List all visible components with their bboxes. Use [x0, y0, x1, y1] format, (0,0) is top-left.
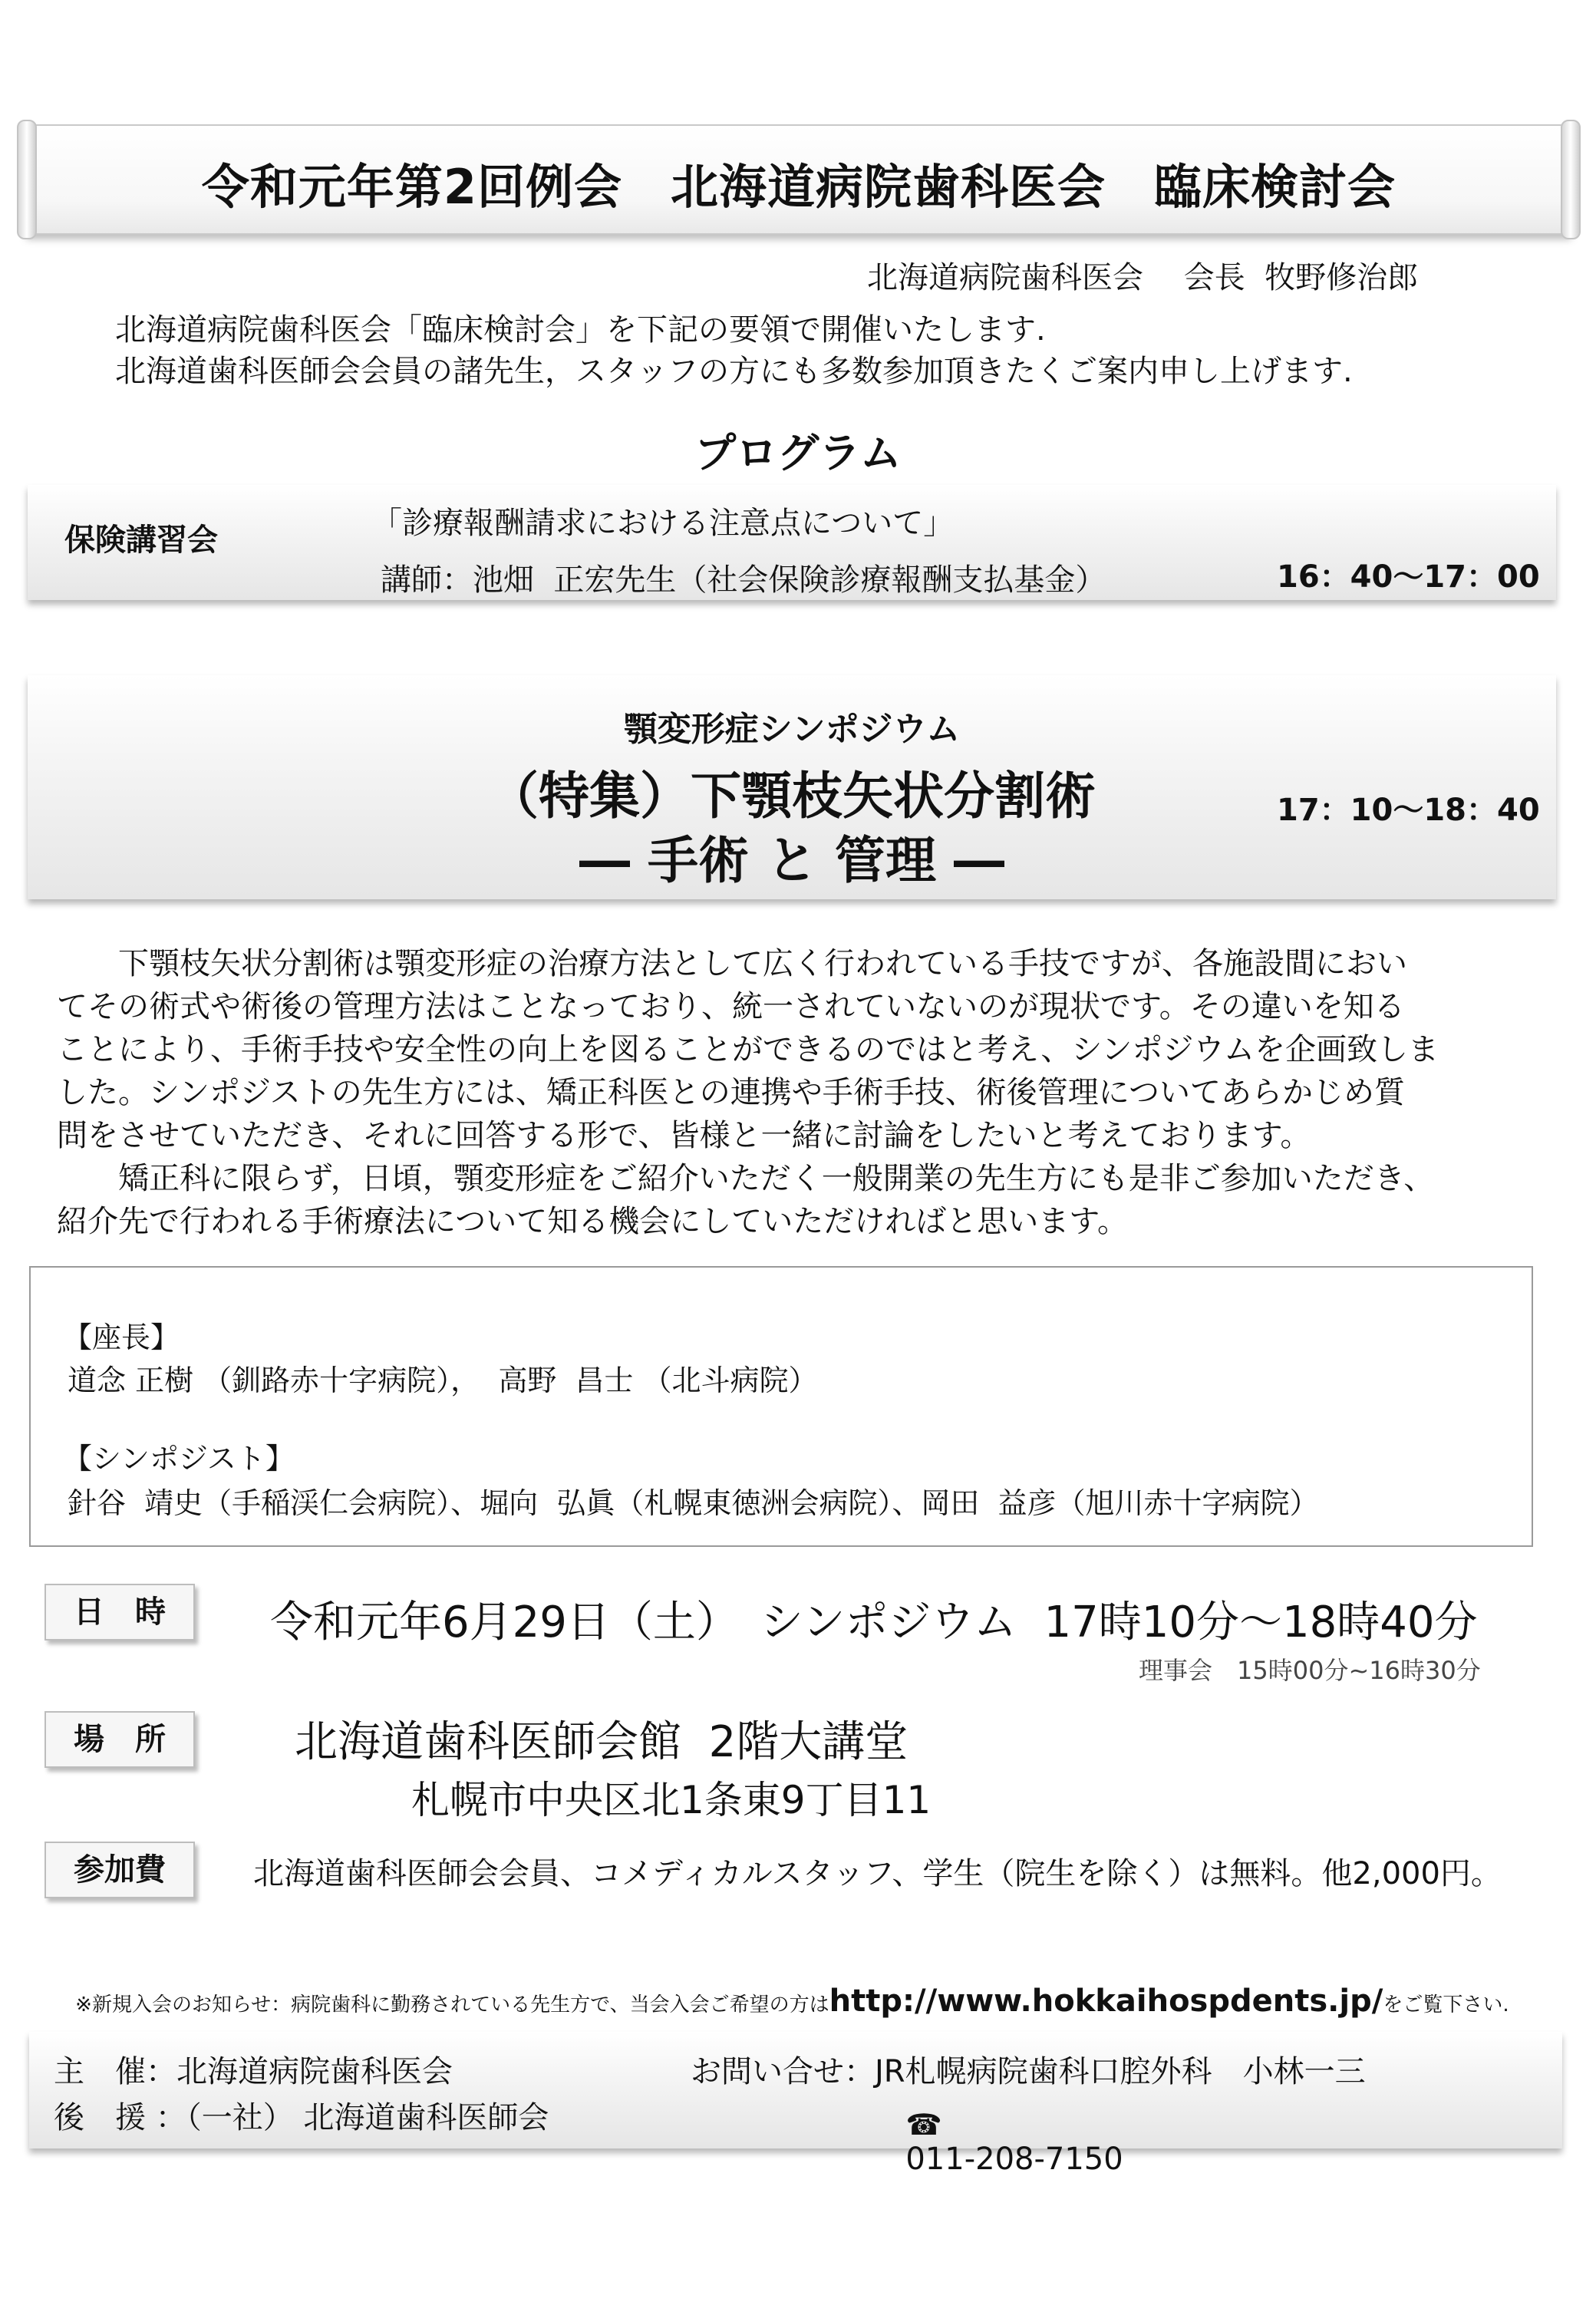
symposist-label: 【シンポジスト】 [63, 1442, 295, 1476]
signature: 北海道病院歯科医会 会長 牧野修治郎 [867, 260, 1419, 295]
board-meeting-note: 理事会 15時00分~16時30分 [1139, 1656, 1481, 1685]
host: 主 催：北海道病院歯科医会 [54, 2054, 453, 2089]
insurance-lecture-box [28, 485, 1556, 600]
intro-line-1: 北海道病院歯科医会「臨床検討会」を下記の要領で開催いたします. [115, 312, 1046, 348]
symposium-box [28, 675, 1556, 899]
phone-number: 011-208-7150 [905, 2142, 1123, 2177]
chair-label: 【座長】 [63, 1321, 180, 1354]
symposium-subtitle: ― 手術 と 管理 ― [579, 831, 1004, 890]
phone-line [890, 2093, 1123, 2191]
program-heading: プログラム [694, 429, 902, 477]
notice-suffix: をご覧下さい. [1383, 1993, 1509, 2016]
venue-address: 札幌市中央区北1条東9丁目11 [411, 1778, 932, 1822]
description-line-6: 矯正科に限らず，日頃，顎変形症をご紹介いただく一般開業の先生方にも是非ご参加いただき、 [57, 1161, 1435, 1196]
description-line-2: てその術式や術後の管理方法はことなっており、統一されていないのが現状です。その違いを知る [57, 989, 1405, 1024]
notice-prefix: ※新規入会のお知らせ：病院歯科に勤務されている先生方で、当会入会ご希望の方は [75, 1993, 829, 2016]
symposist-names: 針谷 靖史（手稲渓仁会病院）、堀向 弘眞（札幌東徳洲会病院）、岡田 益彦（旭川赤十字病院） [68, 1486, 1319, 1520]
date-label: 日 時 [45, 1584, 195, 1641]
description-line-4: した。シンポジストの先生方には、矯正科医との連携や手術手技、術後管理についてあらかじめ質 [57, 1075, 1405, 1110]
symposium-time: 17：10～18：40 [1277, 793, 1540, 828]
symposium-title: （特集）下顎枝矢状分割術 [488, 767, 1096, 826]
insurance-topic: 「診療報酬請求における注意点について」 [371, 506, 955, 541]
speakers-box [29, 1266, 1533, 1547]
page-title: 令和元年第2回例会 北海道病院歯科医会 臨床検討会 [201, 159, 1396, 215]
insurance-label: 保険講習会 [64, 523, 218, 558]
date-value: 令和元年6月29日（土） シンポジウム 17時10分～18時40分 [270, 1598, 1478, 1647]
title-banner [23, 124, 1575, 235]
place-label: 場 所 [45, 1711, 195, 1768]
intro-line-2: 北海道歯科医師会会員の諸先生，スタッフの方にも多数参加頂きたくご案内申し上げます. [115, 354, 1353, 389]
description-line-7: 紹介先で行われる手術療法について知る機会にしていただければと思います。 [57, 1204, 1128, 1239]
description-line-5: 問をさせていただき、それに回答する形で、皆様と一緒に討論をしたいと考えております。 [57, 1118, 1311, 1153]
description-line-1: 下顎枝矢状分割術は顎変形症の治療方法として広く行われている手技ですが、各施設間におい [57, 946, 1407, 981]
footer-box [29, 2032, 1562, 2177]
symposium-sub: 顎変形症シンポジウム [623, 710, 961, 749]
phone-icon: ☎ [905, 2108, 942, 2142]
contact: お問い合せ：JR札幌病院歯科口腔外科 小林一三 [691, 2054, 1366, 2089]
fee-label: 参加費 [45, 1842, 195, 1898]
fee-value: 北海道歯科医師会会員、コメディカルスタッフ、学生（院生を除く）は無料。他2,000円。 [253, 1856, 1502, 1891]
chair-names: 道念 正樹 （釧路赤十字病院）， 高野 昌士 （北斗病院） [68, 1364, 818, 1397]
notice-url-link[interactable]: http://www.hokkaihospdents.jp/ [829, 1983, 1383, 2019]
insurance-lecturer: 講師：池畑 正宏先生（社会保険診療報酬支払基金） [381, 562, 1106, 598]
venue: 北海道歯科医師会館 2階大講堂 [295, 1717, 908, 1767]
description-line-3: ことにより、手術手技や安全性の向上を図ることができるのではと考え、シンポジウムを企画致しま [57, 1032, 1439, 1067]
support: 後 援 ：（一社） 北海道歯科医師会 [54, 2100, 549, 2135]
new-member-notice [68, 1969, 1509, 2019]
insurance-time: 16：40～17：00 [1277, 559, 1540, 595]
